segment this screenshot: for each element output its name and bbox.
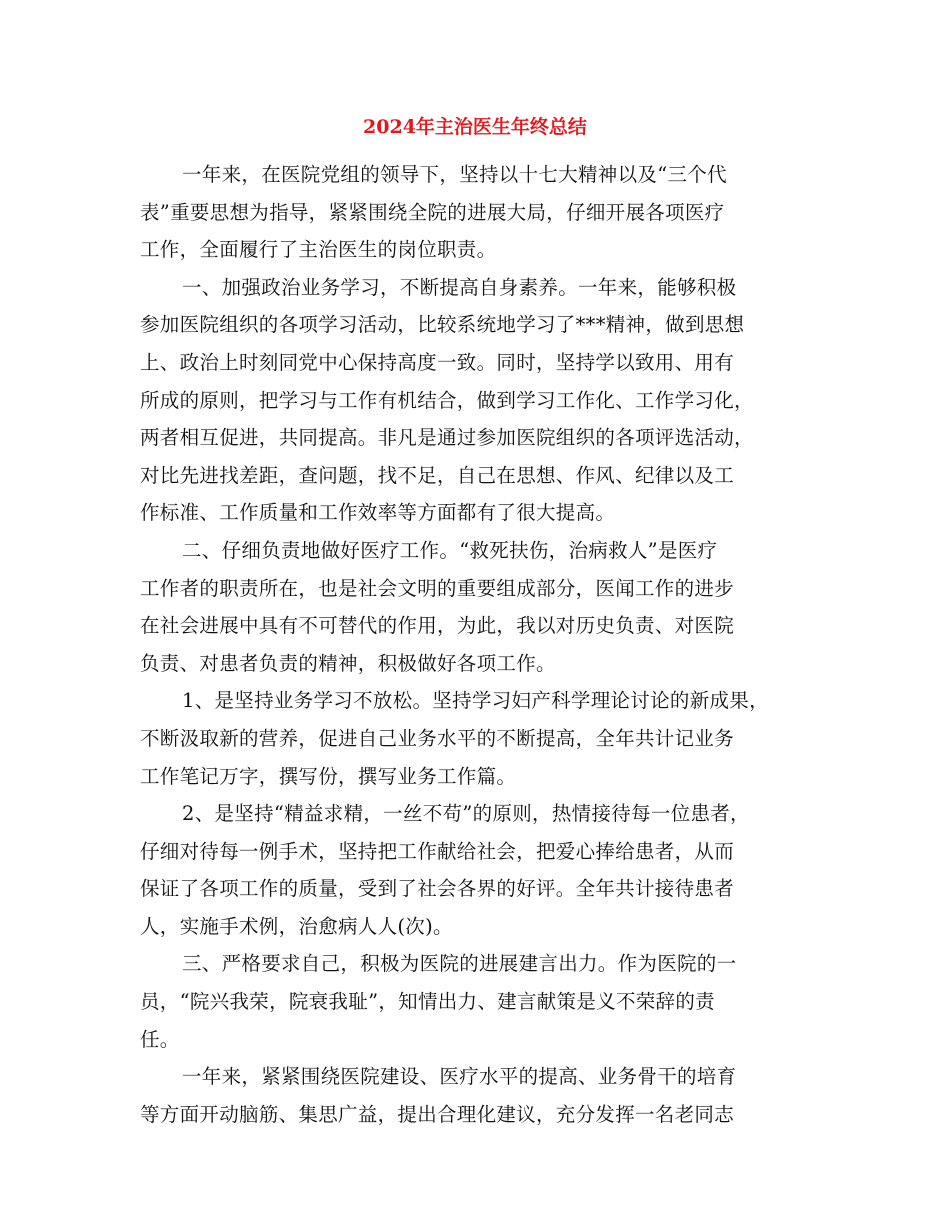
- text-line: 工作，全面履行了主治医生的岗位职责。: [140, 238, 497, 262]
- text-line: 两者相互促进，共同提高。非凡是通过参加医院组织的各项评选活动，: [140, 426, 754, 450]
- text-line: 二、仔细负责地做好医疗工作。“救死扶伤，治病救人”是医疗: [182, 538, 718, 562]
- text-line: 员，“院兴我荣，院衰我耻”，知情出力、建言献策是义不荣辞的责: [140, 990, 715, 1014]
- text-line: 负责、对患者负责的精神，积极做好各项工作。: [140, 651, 556, 675]
- text-line: 不断汲取新的营养，促进自己业务水平的不断提高，全年共计记业务: [140, 726, 735, 750]
- text-line: 保证了各项工作的质量，受到了社会各界的好评。全年共计接待患者: [140, 877, 735, 901]
- document-body: [140, 156, 820, 1133]
- text-line: 三、严格要求自己，积极为医院的进展建言出力。作为医院的一: [182, 952, 737, 976]
- text-line: 等方面开动脑筋、集思广益，提出合理化建议，充分发挥一名老同志: [140, 1102, 735, 1126]
- text-line: 上、政治上时刻同党中心保持高度一致。同时，坚持学以致用、用有: [140, 350, 735, 374]
- text-line: 工作者的职责所在，也是社会文明的重要组成部分，医闻工作的进步: [140, 576, 735, 600]
- text-line: 作标准、工作质量和工作效率等方面都有了很大提高。: [140, 501, 616, 525]
- text-line: 对比先进找差距，查问题，找不足，自己在思想、作风、纪律以及工: [140, 463, 735, 487]
- text-line: 仔细对待每一例手术，坚持把工作献给社会，把爱心捧给患者，从而: [140, 839, 735, 863]
- text-line: 所成的原则，把学习与工作有机结合，做到学习工作化、工作学习化，: [140, 388, 754, 412]
- text-line: 参加医院组织的各项学习活动，比较系统地学习了***精神，做到思想: [140, 313, 745, 337]
- text-line: 2、是坚持“精益求精，一丝不苟”的原则，热情接待每一位患者，: [182, 802, 750, 826]
- text-line: 表”重要思想为指导，紧紧围绕全院的进展大局，仔细开展各项医疗: [140, 200, 725, 224]
- text-line: 1、是坚持业务学习不放松。坚持学习妇产科学理论讨论的新成果，: [182, 689, 769, 713]
- text-line: 一年来，在医院党组的领导下，坚持以十七大精神以及“三个代: [182, 163, 727, 186]
- text-line: 工作笔记万字，撰写份，撰写业务工作篇。: [140, 764, 517, 788]
- text-line: 一、加强政治业务学习，不断提高自身素养。一年来，能够积极: [182, 275, 737, 299]
- text-line: 在社会进展中具有不可替代的作用，为此，我以对历史负责、对医院: [140, 614, 735, 638]
- text-line: 人，实施手术例，治愈病人人(次)。: [140, 914, 453, 938]
- document-title: 2024年主治医生年终总结: [363, 116, 587, 138]
- text-line: 一年来，紧紧围绕医院建设、医疗水平的提高、业务骨干的培育: [182, 1065, 737, 1089]
- text-line: 任。: [140, 1027, 180, 1051]
